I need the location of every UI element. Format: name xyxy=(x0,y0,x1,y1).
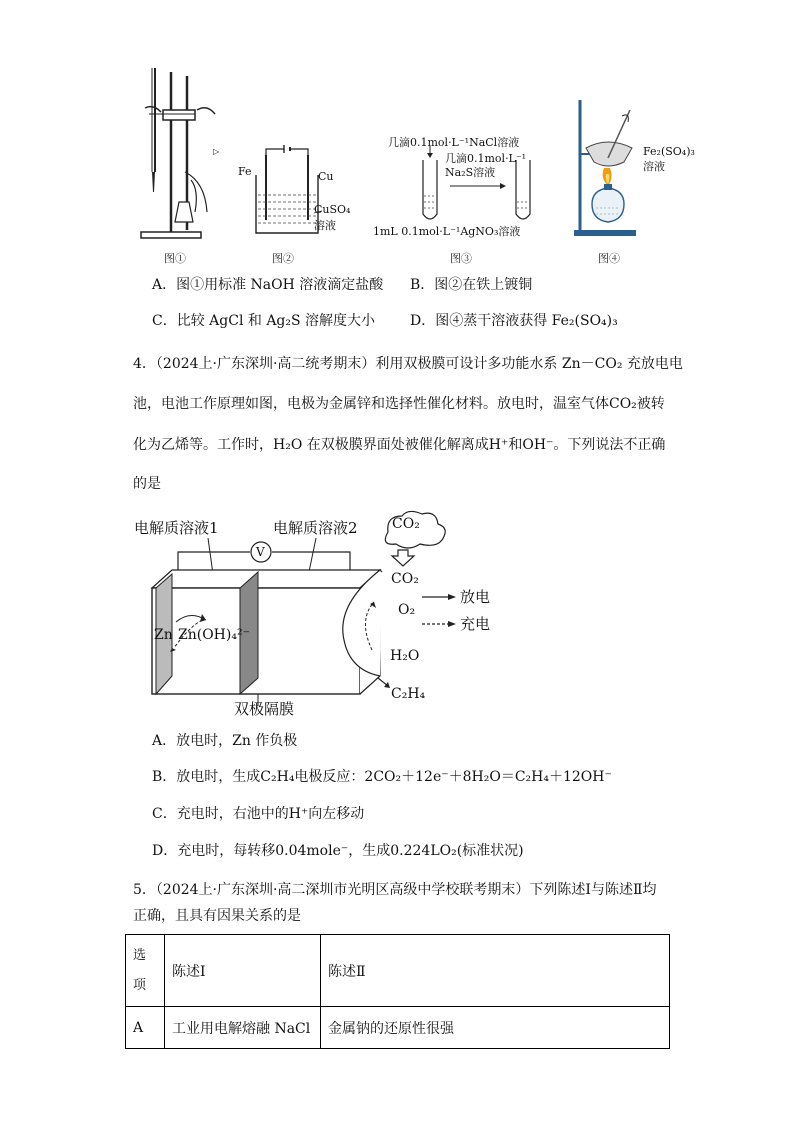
q4-option-c: C．充电时，右池中的H⁺向左移动 xyxy=(152,806,365,822)
figure-2-cu-label: Cu xyxy=(318,170,334,183)
q4-option-a: A．放电时，Zn 作负极 xyxy=(152,733,298,749)
table-row xyxy=(126,1007,670,1049)
q5-stem-line-1: 5．（2024上·广东深圳·高二深圳市光明区高级中学校联考期末）下列陈述Ⅰ与陈述Ⅱ均 xyxy=(133,882,657,898)
electrolyte-2-label: 电解质溶液2 xyxy=(273,519,358,537)
q4-stem-line-4: 的是 xyxy=(133,476,161,492)
table-header-row xyxy=(126,935,670,1007)
figure-4-evaporation xyxy=(568,96,648,241)
q3-option-b: B．图②在铁上镀铜 xyxy=(410,277,533,293)
svg-text:▷: ▷ xyxy=(213,147,220,156)
figure-4-label-2: 溶液 xyxy=(643,160,665,173)
q4-option-d: D．充电时，每转移0.04mole⁻，生成0.224LO₂(标准状况) xyxy=(152,843,524,859)
zn-label: Zn xyxy=(154,627,173,643)
q5-table xyxy=(125,934,670,1049)
voltmeter-label: V xyxy=(256,545,265,559)
figure-2-fe-label: Fe xyxy=(238,165,252,178)
zn-oh4-label: Zn(OH)₄²⁻ xyxy=(178,627,250,643)
q5-stem-line-2: 正确，且具有因果关系的是 xyxy=(133,908,301,924)
figure-3-right-label-1: 几滴0.1mol·L⁻¹ xyxy=(445,152,527,165)
figure-1-caption: 图① xyxy=(164,252,186,265)
co2-label: CO₂ xyxy=(391,571,419,587)
c2h4-label: C₂H₄ xyxy=(391,686,426,702)
table-header-cell-option: 选项 xyxy=(126,935,165,1007)
q4-option-b: B．放电时，生成C₂H₄电极反应：2CO₂＋12e⁻＋8H₂O＝C₂H₄＋12OH⁻ xyxy=(152,769,612,785)
table-cell-statement-2: 金属钠的还原性很强 xyxy=(321,1007,670,1049)
figure-4-label-1: Fe₂(SO₄)₃ xyxy=(643,145,695,158)
figure-3-bottom-label: 1mL 0.1mol·L⁻¹AgNO₃溶液 xyxy=(373,225,521,238)
figure-4-caption: 图④ xyxy=(598,252,620,265)
figure-2-solution-label-2: 溶液 xyxy=(314,219,336,232)
bipolar-membrane-label: 双极隔膜 xyxy=(234,700,295,718)
figure-3-test-tubes xyxy=(418,146,538,226)
figure-1-titration xyxy=(135,62,225,242)
figure-3-right-label-2: Na₂S溶液 xyxy=(445,166,496,179)
q3-option-d: D．图④蒸干溶液获得 Fe₂(SO₄)₃ xyxy=(410,313,618,329)
figure-2-caption: 图② xyxy=(272,252,294,265)
o2-label: O₂ xyxy=(398,602,416,618)
q3-option-c: C．比较 AgCl 和 Ag₂S 溶解度大小 xyxy=(152,313,376,329)
discharge-label: 放电 xyxy=(460,588,491,606)
table-header-cell-statement-2: 陈述Ⅱ xyxy=(321,935,670,1007)
q4-stem-line-3: 化为乙烯等。工作时，H₂O 在双极膜界面处被催化解离成H⁺和OH⁻。下列说法不正确 xyxy=(133,437,666,453)
q4-stem-line-2: 池，电池工作原理如图，电极为金属锌和选择性催化材料。放电时，温室气体CO₂被转 xyxy=(133,396,665,412)
table-cell-statement-1: 工业用电解熔融 NaCl xyxy=(165,1007,321,1049)
h2o-label: H₂O xyxy=(390,648,420,664)
charge-label: 充电 xyxy=(460,615,491,633)
table-cell-option: A xyxy=(126,1007,165,1049)
figure-3-top-label: 几滴0.1mol·L⁻¹NaCl溶液 xyxy=(388,136,520,149)
figure-2-solution-label: CuSO₄ xyxy=(314,203,351,216)
electrolyte-1-label: 电解质溶液1 xyxy=(134,519,219,537)
table-header-cell-statement-1: 陈述Ⅰ xyxy=(165,935,321,1007)
battery-diagram xyxy=(130,510,500,725)
q4-stem-line-1: 4．（2024上·广东深圳·高二统考期末）利用双极膜可设计多功能水系 Zn－CO₂ 充放电电 xyxy=(133,356,683,372)
figure-3-caption: 图③ xyxy=(450,252,472,265)
co2-cloud-label: CO₂ xyxy=(392,516,420,532)
q3-option-a: A．图①用标准 NaOH 溶液滴定盐酸 xyxy=(152,277,384,293)
